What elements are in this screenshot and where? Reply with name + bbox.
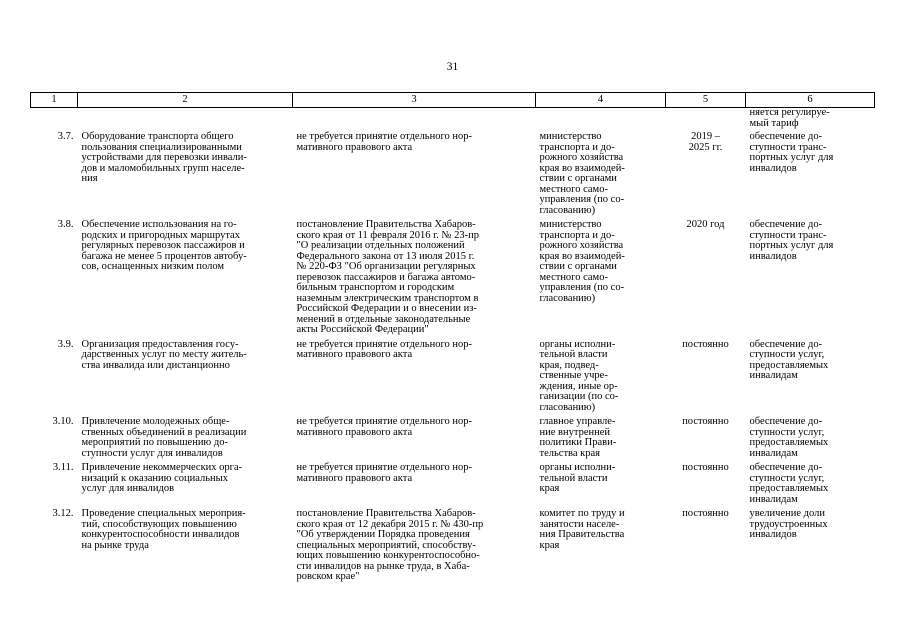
measure-cell: Привлечение молодежных обще- ственных объединений в реализации мероприятий по повышению до- ступности услуг для инвалидов: [81, 416, 247, 459]
legal-act-cell: не требуется принятие отдельного нор- мативного правового акта: [296, 338, 473, 360]
table-row: [31, 220, 875, 340]
result-cell: увеличение доли трудоустроенных инвалидов: [749, 508, 828, 540]
item-number: 3.11.: [52, 462, 74, 473]
term-cell: постоянно: [682, 508, 729, 519]
result-cell: обеспечение до- ступности транс- портных услуг для инвалидов: [749, 219, 834, 262]
column-header-4: 4: [536, 93, 666, 108]
legal-act-cell: постановление Правительства Хабаров- ского края от 11 февраля 2016 г. № 23-пр "О реализации отдельных положений Федерального закона от 13 июля 2015 г. № 220-ФЗ "Об организации регулярных перевозок пассажиров и багажа автомо- бильным транспортом и городским наземным электрическим транспортом в Российской Федерации и о внесении из- менений в отдельные законодательные акты Российской Федерации": [296, 219, 480, 335]
executor-cell: министерство транспорта и до- рожного хозяйства края во взаимодей- ствии с органами местного само- управления (по со- гласованию): [539, 219, 625, 304]
result-cell: обеспечение до- ступности услуг, предоставляемых инвалидам: [749, 462, 829, 505]
table-row: [31, 417, 875, 463]
measure-cell: Проведение специальных мероприя- тий, способствующих повышению конкурентоспособности инвалидов на рынке труда: [81, 508, 246, 551]
column-number-row: [31, 93, 875, 108]
column-header-6: 6: [746, 93, 875, 108]
term-cell: 2019 – 2025 гг.: [688, 131, 723, 153]
term-cell: постоянно: [682, 462, 729, 473]
term-cell: постоянно: [682, 338, 729, 350]
measure-cell: Оборудование транспорта общего пользования специализированными устройствами для перевозки инвали- дов и маломобильных групп населе- ния: [81, 131, 247, 184]
item-number: 3.8.: [57, 219, 74, 230]
item-number: 3.10.: [52, 416, 74, 427]
column-header-1: 1: [31, 93, 78, 108]
legal-act-cell: не требуется принятие отдельного нор- мативного правового акта: [296, 462, 473, 484]
column-header-2: 2: [78, 93, 293, 108]
result-cell: обеспечение до- ступности транс- портных услуг для инвалидов: [749, 131, 834, 174]
continuation-result-cell: няется регулируе- мый тариф: [749, 107, 830, 129]
result-cell: обеспечение до- ступности услуг, предоставляемых инвалидам: [749, 416, 829, 459]
term-cell: постоянно: [682, 416, 729, 427]
legal-act-cell: постановление Правительства Хабаров- ского края от 12 декабря 2015 г. № 430-пр "Об утверждении Порядка проведения специальных мероприятий, способству- ющих повышению конкурентоспособно- сти инвалидов на рынке труда, в Хаба- ровском крае": [296, 508, 484, 582]
continuation-row: [31, 108, 875, 133]
table-row: [31, 340, 875, 418]
table-row: [31, 463, 875, 509]
item-number: 3.12.: [52, 508, 74, 519]
item-number: 3.7.: [57, 131, 74, 142]
column-header-5: 5: [666, 93, 746, 108]
legal-act-cell: не требуется принятие отдельного нор- мативного правового акта: [296, 131, 473, 153]
executor-cell: органы исполни- тельной власти края: [539, 462, 616, 494]
measure-cell: Организация предоставления госу- дарственных услуг по месту житель- ства инвалида или дистанционно: [81, 338, 247, 371]
executor-cell: главное управле- ние внутренней политики Прави- тельства края: [539, 416, 617, 459]
measure-cell: Привлечение некоммерческих орга- низаций к оказанию социальных услуг для инвалидов: [81, 462, 243, 494]
executor-cell: органы исполни- тельной власти края, подвед- ственные учре- ждения, иные ор- ганизации (по со- гласованию): [539, 338, 619, 413]
term-cell: 2020 год: [686, 219, 725, 230]
table-row: [31, 132, 875, 220]
legal-act-cell: не требуется принятие отдельного нор- мативного правового акта: [296, 416, 473, 438]
column-header-3: 3: [293, 93, 536, 108]
measure-cell: Обеспечение использования на го- родских и пригородных маршрутах регулярных перевозок пассажиров и багажа не менее 5 процентов автобу- сов, оснащенных низким полом: [81, 219, 247, 272]
page-number: 31: [446, 61, 459, 73]
measures-table: [30, 92, 875, 587]
executor-cell: министерство транспорта и до- рожного хозяйства края во взаимодей- ствии с органами местного само- управления (по со- гласованию): [539, 131, 625, 216]
result-cell: обеспечение до- ступности услуг, предоставляемых инвалидам: [749, 338, 829, 381]
table-row: [31, 509, 875, 587]
executor-cell: комитет по труду и занятости населе- ния Правительства края: [539, 508, 625, 551]
item-number: 3.9.: [57, 338, 74, 350]
